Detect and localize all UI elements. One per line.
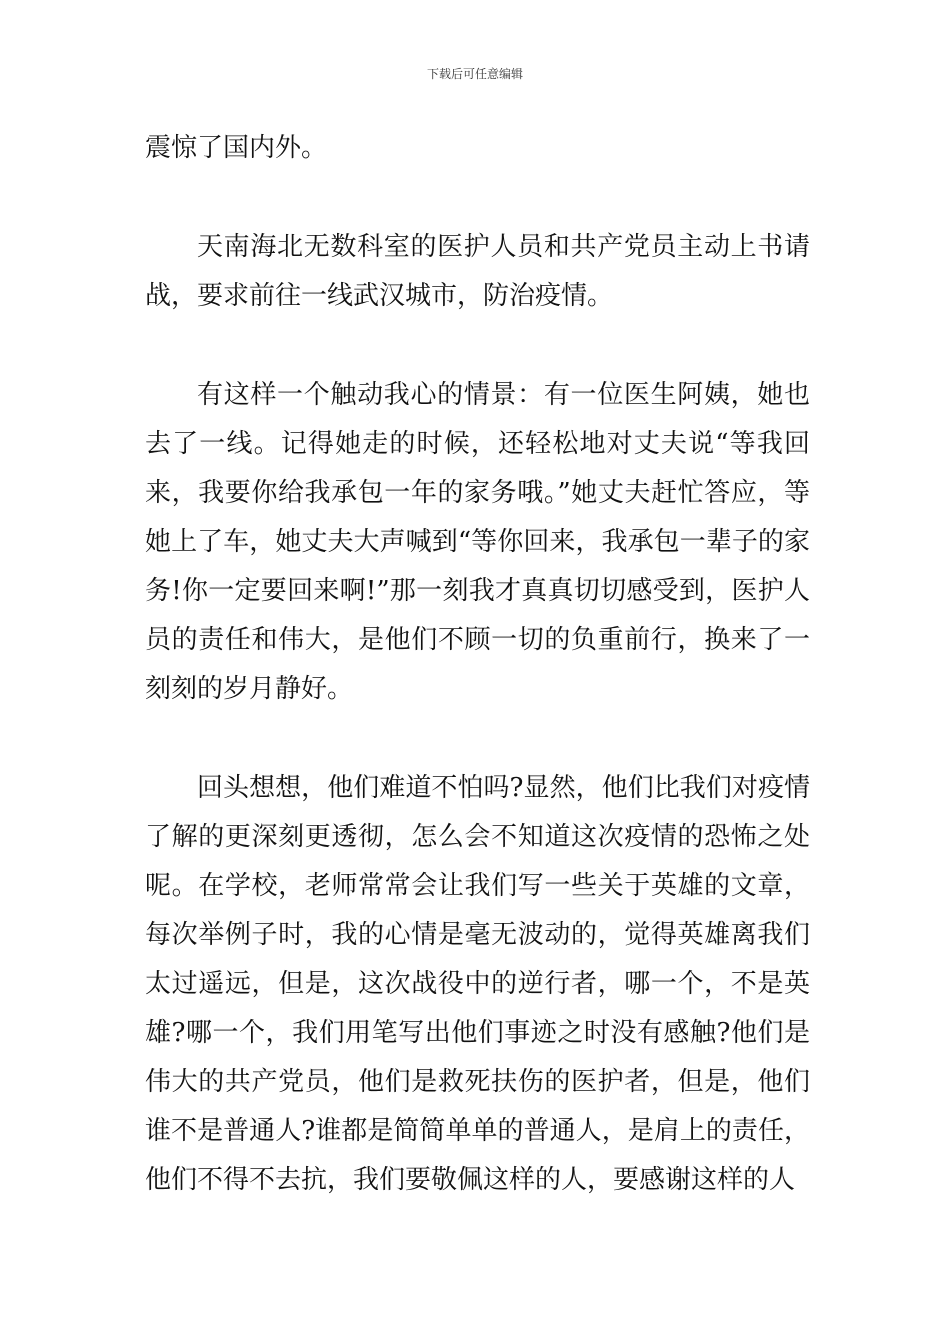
paragraph-doctor-story: 有这样一个触动我心的情景：有一位医生阿姨，她也去了一线。记得她走的时候，还轻松地对丈夫说“等我回来，我要你给我承包一年的家务哦。”她丈夫赶忙答应，等她上了车，她丈夫大声喊到“等你回来，我承包一辈子的家务!你一定要回来啊!”那一刻我才真真切切感受到，医护人员的责任和伟大，是他们不顾一切的负重前行，换来了一刻刻的岁月静好。 [145, 380, 810, 704]
page-header-note: 下载后可任意编辑 [426, 67, 523, 81]
document-body [145, 124, 810, 1205]
paragraph-continuation: 震惊了国内外。 [145, 133, 328, 163]
paragraph-volunteers: 天南海北无数科室的医护人员和共产党员主动上书请战，要求前往一线武汉城市，防治疫情。 [145, 232, 810, 311]
paragraph-heroes-reflection: 回头想想，他们难道不怕吗?显然，他们比我们对疫情了解的更深刻更透彻，怎么会不知道这次疫情的恐怖之处呢。在学校，老师常常会让我们写一些关于英雄的文章，每次举例子时，我的心情是毫无波动的，觉得英雄离我们太过遥远，但是，这次战役中的逆行者，哪一个，不是英雄?哪一个，我们用笔写出他们事迹之时没有感触?他们是伟大的共产党员，他们是救死扶伤的医护者，但是，他们谁不是普通人?谁都是简简单单的普通人，是肩上的责任，他们不得不去抗，我们要敬佩这样的人，要感谢这样的人 [145, 773, 810, 1195]
